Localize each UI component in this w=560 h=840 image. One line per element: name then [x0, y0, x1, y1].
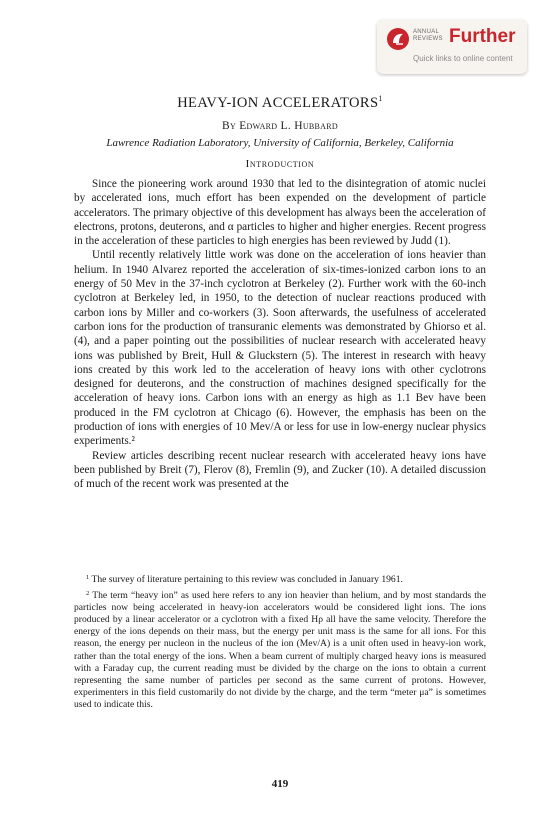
article-author: By Edward L. Hubbard [222, 120, 338, 132]
footnote [74, 588, 486, 711]
footnote-mark: 2 [86, 590, 90, 598]
footnote [74, 572, 486, 586]
page-number: 419 [271, 778, 289, 790]
badge-tagline[interactable]: Quick links to online content [413, 54, 513, 63]
badge-brand-bottom: REVIEWS [413, 36, 443, 42]
body-paragraph: Since the pioneering work around 1930 that led to the disintegration of atomic nuclei by accelerated ions, much effort has been expended on the development of particle accelerators. The primary objective of this development has always been the acceleration of electrons, protons, deuterons, and α particles to higher and higher energies. Recent progress in the acceleration of these particles to high energies has been reviewed by Judd (1). [74, 178, 486, 248]
footnote-text: The term “heavy ion” as used here refers to any ion heavier than helium, and by most standards the particles now being accelerated in heavy-ion accelerators would be considered light ions. The ions produced by a linear accelerator or a cyclotron with a fixed Hρ all have the same velocity. Therefore the energy of the ions depends on their mass, but the energy per unit mass is the same for all ions. For this reason, the energy per nucleon in the nucleus of the ion (Mev/A) is a unit often used in heavy-ion work, rather than the total energy of the ions. When a beam current of multiply charged heavy ions is measured with a Faraday cup, the current reading must be divided by the charge on the ions to obtain a current representing the same number of particles per second as the same current of protons. However, experimenters in this field customarily do not divide by the charge, and the term “meter μa” is sometimes used to indicate this. [74, 590, 486, 710]
badge-further-label[interactable]: Further [449, 26, 516, 47]
article-body [74, 177, 486, 492]
footnote-text: The survey of literature pertaining to this review was concluded in January 1961. [91, 574, 403, 585]
annual-reviews-logo-icon [387, 28, 409, 50]
article-affiliation: Lawrence Radiation Laboratory, University of California, Berkeley, California [106, 137, 454, 149]
section-heading: Introduction [245, 158, 315, 170]
article-title [0, 94, 560, 112]
further-badge[interactable] [377, 20, 527, 74]
footnotes [74, 572, 486, 713]
footnote-mark: 1 [86, 574, 90, 581]
badge-brand-top: ANNUAL [413, 29, 440, 35]
article-title-text: HEAVY-ION ACCELERATORS [177, 95, 379, 111]
body-paragraph: Until recently relatively little work was done on the acceleration of ions heavier than helium. In 1940 Alvarez reported the acceleration of six-times-ionized carbon ions to an energy of 50 Mev in the 37-inch cyclotron at Berkeley (2). Further work with the 60-inch cyclotron at Berkeley led, in 1950, to the detection of nuclear reactions produced with carbon ions by Miller and co-workers (3). Soon afterwards, the usefulness of accelerated carbon ions for the production of transuranic elements was demonstrated by Ghiorso et al. (4), and a paper pointing out the possibilities of nuclear research with accelerated heavy ions was published by Breit, Hull & Gluckstern (5). The interest in research with heavy ions created by this work led to the acceleration of heavy ions with other cyclotrons designed for deuterons, and the construction of machines designed specifically for the acceleration of heavy ions. Carbon ions with an energy as high as 1.1 Bev have been produced in the FM cyclotron at Chicago (6). However, the emphasis has been on the production of ions with energies of 10 Mev/A or less for use in low-energy nuclear physics experiments.² [74, 249, 486, 448]
body-paragraph: Review articles describing recent nuclear research with accelerated heavy ions have been published by Breit (7), Flerov (8), Fremlin (9), and Zucker (10). A detailed discussion of much of the recent work was presented at the [74, 449, 486, 491]
title-footnote-mark[interactable]: 1 [378, 94, 383, 103]
